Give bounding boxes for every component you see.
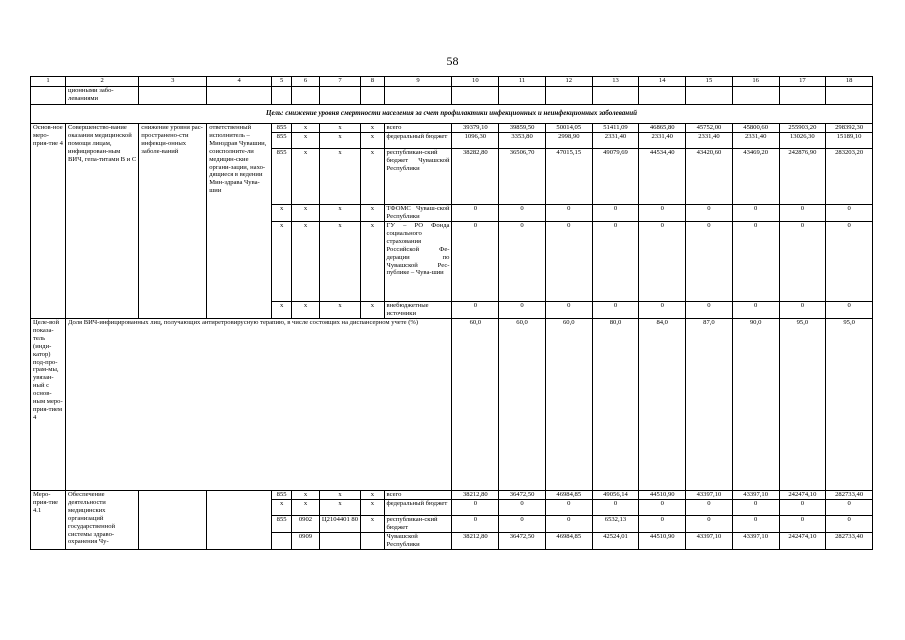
funding-source: ГУ – РО Фонда социального страхования Российской Фе-дерации по Чувашской Рес-публике – Чува-шии (384, 222, 452, 302)
code-cell: x (319, 149, 360, 205)
value-cell: 43397,10 (732, 532, 779, 549)
value-cell: 38212,80 (452, 532, 499, 549)
value-cell: 298392,30 (826, 124, 873, 133)
funding-source: всего (384, 491, 452, 500)
column-number: 10 (452, 77, 499, 87)
code-cell: 855 (272, 149, 292, 205)
event-executor (207, 491, 272, 550)
column-number: 5 (272, 77, 292, 87)
indicator-value: 95,0 (826, 319, 873, 491)
code-cell: x (272, 302, 292, 319)
event-name: Совершенство-вание оказания медицинской помощи лицам, инфицирован-ным ВИЧ, гепа-титами B и C (66, 124, 139, 319)
code-cell: x (361, 222, 384, 302)
indicator-value: 80,0 (592, 319, 639, 491)
funding-source: федеральный бюджет (384, 133, 452, 149)
code-cell (361, 532, 384, 549)
funding-source: всего (384, 124, 452, 133)
code-cell: x (272, 500, 292, 516)
value-cell: 0 (452, 500, 499, 516)
value-cell: 2331,40 (686, 133, 733, 149)
indicator-value: 60,0 (452, 319, 499, 491)
value-cell: 0 (499, 500, 546, 516)
code-cell: x (361, 124, 384, 133)
value-cell: 45800,60 (732, 124, 779, 133)
indicator-value: 60,0 (545, 319, 592, 491)
code-cell: 0909 (292, 532, 320, 549)
code-cell: x (319, 491, 360, 500)
code-cell: x (361, 516, 384, 533)
value-cell: 44534,40 (639, 149, 686, 205)
code-cell: 855 (272, 133, 292, 149)
value-cell: 42524,01 (592, 532, 639, 549)
funding-source: республикан-ский бюджет (384, 516, 452, 533)
value-cell: 0 (499, 222, 546, 302)
value-cell: 38212,80 (452, 491, 499, 500)
value-cell: 44510,90 (639, 491, 686, 500)
value-cell: 44510,90 (639, 532, 686, 549)
code-cell: x (361, 133, 384, 149)
code-cell: x (319, 302, 360, 319)
value-cell: 2331,40 (639, 133, 686, 149)
value-cell: 0 (732, 500, 779, 516)
value-cell: 43420,60 (686, 149, 733, 205)
value-cell: 0 (592, 500, 639, 516)
value-cell: 0 (686, 205, 733, 222)
code-cell: x (272, 205, 292, 222)
value-cell: 0 (639, 500, 686, 516)
value-cell: 39379,10 (452, 124, 499, 133)
indicator-value: 60,0 (499, 319, 546, 491)
code-cell: x (319, 124, 360, 133)
code-cell: x (361, 500, 384, 516)
value-cell: 39859,50 (499, 124, 546, 133)
column-number: 15 (686, 77, 733, 87)
event-name: Обеспечение деятельности медицинских организаций государственной системы здраво-охранения Чу- (66, 491, 139, 550)
column-number: 8 (361, 77, 384, 87)
value-cell: 36472,50 (499, 491, 546, 500)
value-cell: 13026,30 (779, 133, 826, 149)
value-cell: 0 (592, 222, 639, 302)
value-cell: 0 (732, 516, 779, 533)
value-cell: 0 (592, 302, 639, 319)
value-cell: 49079,69 (592, 149, 639, 205)
value-cell: 43397,10 (686, 491, 733, 500)
value-cell: 0 (732, 205, 779, 222)
value-cell: 2998,90 (545, 133, 592, 149)
code-cell: x (361, 205, 384, 222)
code-cell: x (361, 302, 384, 319)
value-cell: 0 (826, 222, 873, 302)
value-cell: 0 (686, 516, 733, 533)
value-cell: 242474,10 (779, 532, 826, 549)
value-cell: 0 (545, 222, 592, 302)
table-row (31, 491, 873, 500)
value-cell: 0 (779, 516, 826, 533)
indicator-text: Доля ВИЧ-инфицированных лиц, получающих антиретровирусную терапию, в числе состоящих на диспансерном учете (%) (66, 319, 452, 491)
column-number: 14 (639, 77, 686, 87)
value-cell: 282733,40 (826, 532, 873, 549)
column-number: 2 (66, 77, 139, 87)
column-number: 16 (732, 77, 779, 87)
column-number: 13 (592, 77, 639, 87)
code-cell: x (292, 500, 320, 516)
event-goal: снижение уровня рас-пространено-сти инфекци-онных заболе-ваний (139, 124, 207, 319)
code-cell: x (292, 205, 320, 222)
value-cell: 0 (452, 302, 499, 319)
goal-row (31, 105, 873, 124)
value-cell: 0 (452, 516, 499, 533)
page-number: 58 (446, 54, 459, 68)
value-cell: 2331,40 (732, 133, 779, 149)
code-cell: x (361, 491, 384, 500)
code-cell: 855 (272, 516, 292, 533)
value-cell: 0 (686, 500, 733, 516)
column-number: 7 (319, 77, 360, 87)
budget-table (30, 76, 873, 550)
value-cell: 0 (686, 302, 733, 319)
value-cell: 49056,14 (592, 491, 639, 500)
value-cell: 45752,00 (686, 124, 733, 133)
continuation-text: ционными забо-левaниями (66, 87, 139, 105)
value-cell: 282733,40 (826, 491, 873, 500)
value-cell: 0 (545, 500, 592, 516)
value-cell: 0 (545, 205, 592, 222)
code-cell: 855 (272, 491, 292, 500)
event-label: Меро-прия-тие 4.1 (31, 491, 66, 550)
value-cell: 0 (639, 222, 686, 302)
value-cell: 36506,70 (499, 149, 546, 205)
code-cell: x (319, 222, 360, 302)
value-cell: 46984,85 (545, 491, 592, 500)
value-cell: 0 (732, 222, 779, 302)
value-cell: 0 (499, 205, 546, 222)
code-cell: Ц2104401 80 (319, 516, 360, 533)
value-cell: 6532,13 (592, 516, 639, 533)
code-cell: x (361, 149, 384, 205)
code-cell (272, 532, 292, 549)
column-number: 4 (207, 77, 272, 87)
value-cell: 0 (452, 205, 499, 222)
code-cell: x (292, 491, 320, 500)
value-cell: 0 (779, 222, 826, 302)
value-cell: 2331,40 (592, 133, 639, 149)
table-row (31, 124, 873, 133)
value-cell: 0 (826, 516, 873, 533)
code-cell: x (292, 124, 320, 133)
value-cell: 0 (826, 500, 873, 516)
column-number: 17 (779, 77, 826, 87)
indicator-value: 90,0 (732, 319, 779, 491)
code-cell (319, 532, 360, 549)
value-cell: 46984,85 (545, 532, 592, 549)
funding-source: федеральный бюджет (384, 500, 452, 516)
indicator-value: 87,0 (686, 319, 733, 491)
value-cell: 0 (779, 302, 826, 319)
value-cell: 3353,80 (499, 133, 546, 149)
value-cell: 0 (545, 516, 592, 533)
code-cell: x (292, 302, 320, 319)
indicator-value: 84,0 (639, 319, 686, 491)
value-cell: 0 (779, 205, 826, 222)
value-cell: 46865,80 (639, 124, 686, 133)
column-number: 12 (545, 77, 592, 87)
value-cell: 255903,20 (779, 124, 826, 133)
value-cell: 38282,80 (452, 149, 499, 205)
value-cell: 36472,50 (499, 532, 546, 549)
value-cell: 0 (639, 516, 686, 533)
value-cell: 51411,09 (592, 124, 639, 133)
column-number: 1 (31, 77, 66, 87)
value-cell: 1096,30 (452, 133, 499, 149)
event-executor: ответственный исполнитель – Минздрав Чувашии, соисполните-ли медицин-ские органи-зации, нахо-дящиеся в ведении Мин-здрава Чува-шии (207, 124, 272, 319)
code-cell: x (292, 149, 320, 205)
value-cell: 0 (639, 205, 686, 222)
indicator-value: 95,0 (779, 319, 826, 491)
value-cell: 0 (499, 516, 546, 533)
value-cell: 0 (779, 500, 826, 516)
value-cell: 242474,10 (779, 491, 826, 500)
value-cell: 0 (826, 302, 873, 319)
code-cell: x (319, 205, 360, 222)
column-number: 11 (499, 77, 546, 87)
code-cell: x (292, 133, 320, 149)
column-number: 6 (292, 77, 320, 87)
column-number: 9 (384, 77, 452, 87)
value-cell: 0 (545, 302, 592, 319)
value-cell: 47015,15 (545, 149, 592, 205)
value-cell: 0 (592, 205, 639, 222)
value-cell: 0 (686, 222, 733, 302)
value-cell: 0 (452, 222, 499, 302)
code-cell: x (319, 500, 360, 516)
column-number: 18 (826, 77, 873, 87)
column-number: 3 (139, 77, 207, 87)
event-label: Основ-ное меро-прия-тие 4 (31, 124, 66, 319)
value-cell: 0 (826, 205, 873, 222)
value-cell: 0 (732, 302, 779, 319)
funding-source: республикан-ский бюджет Чувашской Республики (384, 149, 452, 205)
value-cell: 43397,10 (686, 532, 733, 549)
funding-source: ТФОМС Чуваш-ской Республики (384, 205, 452, 222)
funding-source: внебюджетные источники (384, 302, 452, 319)
value-cell: 0 (639, 302, 686, 319)
funding-source: Чувашской Республики (384, 532, 452, 549)
value-cell: 242876,90 (779, 149, 826, 205)
value-cell: 283203,20 (826, 149, 873, 205)
column-number-row (31, 77, 873, 87)
indicator-row (31, 319, 873, 491)
indicator-label: Целе-вой показа-тель (инди-катор) под-про-грам-мы, увязан-ный с основ-ным меро-прия-тием 4 (31, 319, 66, 491)
value-cell: 43469,20 (732, 149, 779, 205)
event-goal (139, 491, 207, 550)
value-cell: 43397,10 (732, 491, 779, 500)
code-cell: 0902 (292, 516, 320, 533)
value-cell: 50014,05 (545, 124, 592, 133)
continuation-row (31, 87, 873, 105)
goal-text: Цель: снижение уровня смертности населения за счет профилактики инфекционных и неинфекционных заболеваний (31, 105, 873, 124)
code-cell: 855 (272, 124, 292, 133)
value-cell: 15189,10 (826, 133, 873, 149)
code-cell: x (319, 133, 360, 149)
value-cell: 0 (499, 302, 546, 319)
code-cell: x (292, 222, 320, 302)
code-cell: x (272, 222, 292, 302)
